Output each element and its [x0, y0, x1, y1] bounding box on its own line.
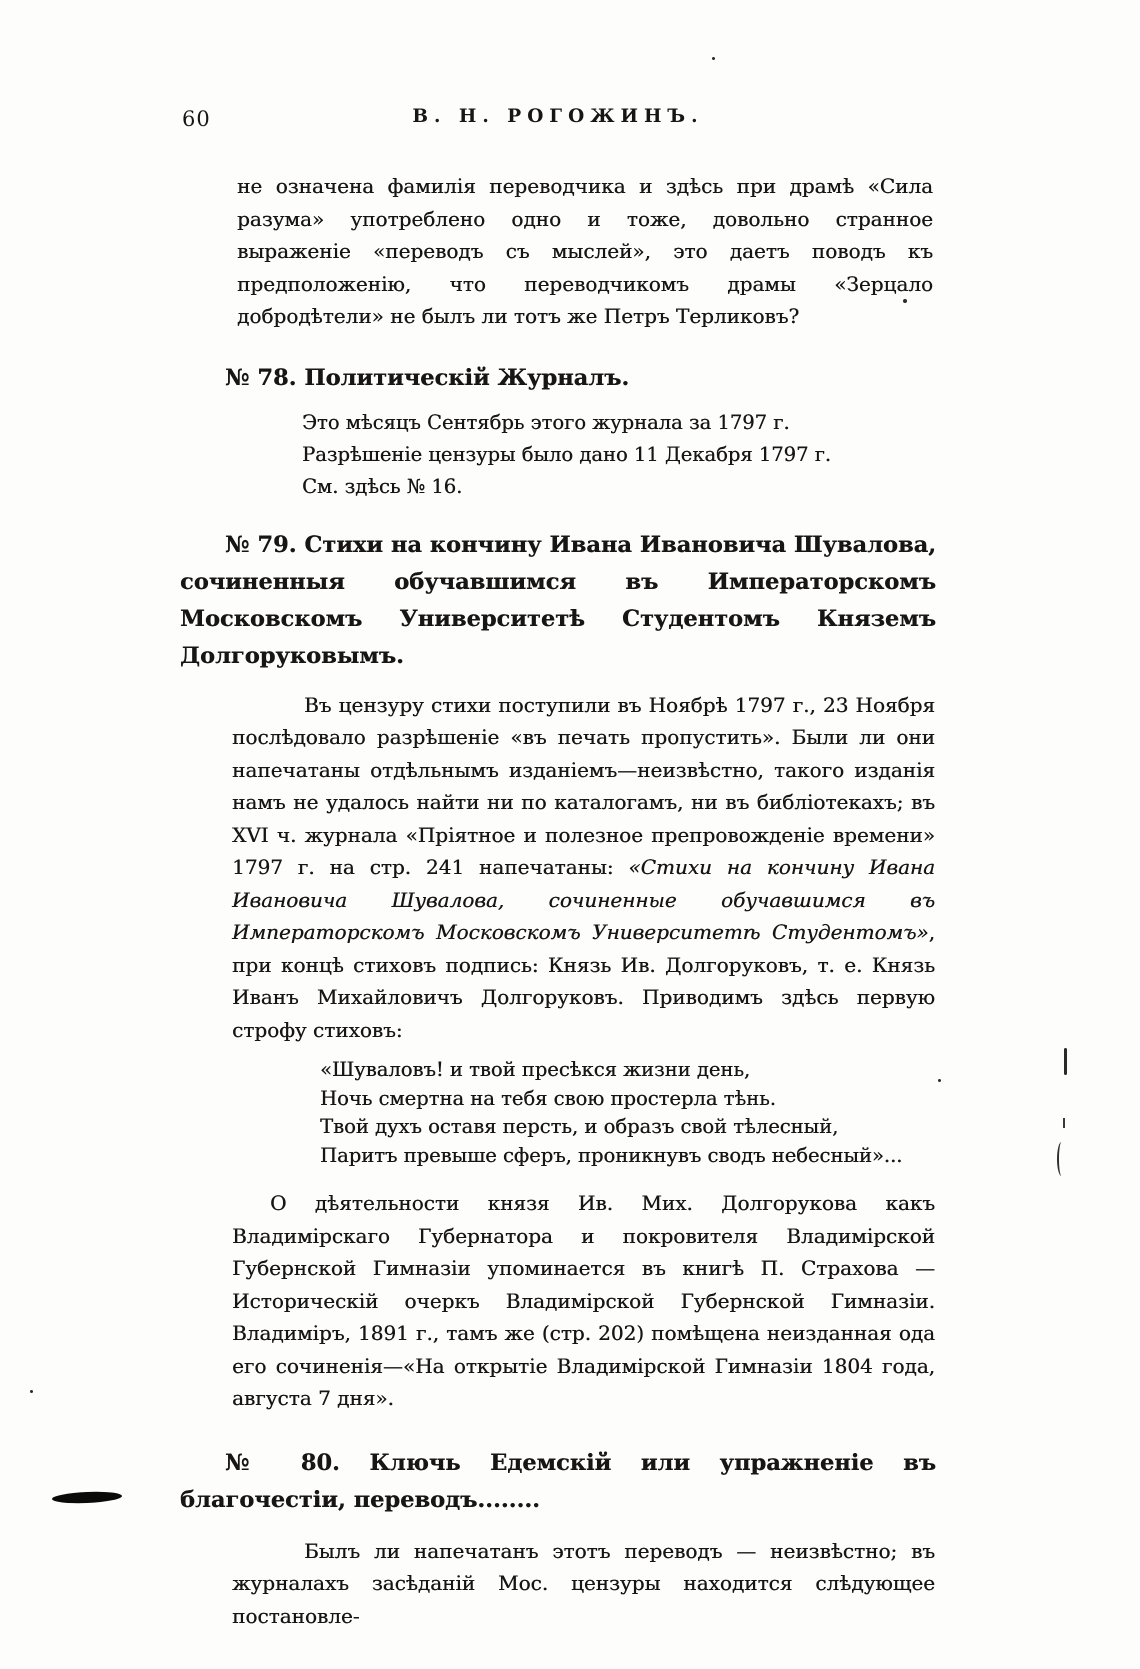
entry-80-paragraph: Былъ ли напечатанъ этотъ переводъ — неизвѣстно; въ журналахъ засѣданій Мос. цензуры находится слѣдующее постановле- — [232, 1538, 935, 1628]
note-line: См. здѣсь № 16. — [302, 474, 463, 498]
entry-79-text-regular: Въ цензуру стихи поступили въ Ноябрѣ 1797 г., 23 Ноября послѣдовало разрѣшеніе «въ печать пропустить». Были ли они напечатаны отдѣльнымъ изданіемъ—неизвѣстно, такого изданія намъ не удалось найти ни по каталогамъ, ни въ библіотекахъ; въ XVI ч. журнала «Пріятное и полезное препровожденіе времени» 1797 г. на стр. 241 напечатаны: — [232, 692, 935, 879]
entry-79-paragraph-2: О дѣятельности князя Ив. Мих. Долгорукова какъ Владимірскаго Губернатора и покровителя Владимірской Губернской Гимназіи упоминается въ книгѣ П. Страхова — Историческій очеркъ Владимірской Губернской Гимназіи. Владиміръ, 1891 г., тамъ же (стр. 202) помѣщена неизданная ода его сочиненія—«На открытіе Владимірской Гимназіи 1804 года, августа 7 дня». — [232, 1191, 935, 1410]
running-header: В. Н. РОГОЖИНЪ. — [412, 106, 704, 127]
entry-79-text-regular-tail: , при концѣ стиховъ подпись: Князь Ив. Долгоруковъ, т. е. Князь Иванъ Михайловичъ Долгоруковъ. Приводимъ здѣсь первую строфу стиховъ: — [232, 920, 935, 1042]
verse-line: Твой духъ оставя персть, и образъ свой тѣлесный, — [320, 1115, 839, 1138]
entry-78-heading: № 78. Политическій Журналъ. — [225, 364, 630, 391]
entry-80-heading: № 80. Ключь Едемскій или упражненіе въ благочестіи, переводъ........ — [180, 1449, 936, 1513]
entry-78-notes — [302, 407, 936, 503]
scan-edge-mark — [1063, 1118, 1065, 1128]
verse-line: Ночь смертна на тебя свою простерла тѣнь. — [320, 1086, 776, 1110]
paragraph-continuation: не означена фамилія переводчика и здѣсь при драмѣ «Сила разума» употреблено одно и тоже, довольно странное выраженіе «переводъ съ мыслей», это даетъ поводъ къ предположенію, что переводчикомъ драмы «Зерцало добродѣтели» не былъ ли тотъ же Петръ Терликовъ? — [237, 174, 933, 328]
verse-line: «Шуваловъ! и твой пресѣкся жизни день, — [320, 1058, 751, 1081]
scan-edge-mark — [1057, 1142, 1066, 1176]
scan-speck — [30, 1390, 33, 1393]
note-line: Разрѣшеніе цензуры было дано 11 Декабря 1797 г. — [302, 442, 831, 466]
entry-79-paragraph-1 — [232, 689, 935, 1047]
text-column — [180, 0, 936, 1632]
entry-79-heading: № 79. Стихи на кончину Ивана Ивановича Шувалова, сочиненныя обучавшимся въ Императорскомъ Московскомъ Университетѣ Студентомъ Княземъ Долгоруковымъ. — [180, 531, 936, 669]
scan-speck — [712, 57, 715, 60]
entry-79-verse — [320, 1056, 936, 1170]
entry-79-text-italic-title: «Стихи на кончину Ивана Ивановича Шувалова, сочиненные обучавшимся въ Императорскомъ Московскомъ Университетѣ Студентомъ» — [232, 855, 935, 944]
verse-line: Паритъ превыше сферъ, проникнувъ сводъ небесный»... — [320, 1143, 903, 1167]
page-header — [180, 106, 936, 134]
scan-speck — [903, 299, 907, 303]
scan-speck — [938, 1079, 941, 1082]
scan-edge-mark — [1064, 1048, 1067, 1075]
page-number: 60 — [182, 107, 211, 131]
note-line: Это мѣсяцъ Сентябрь этого журнала за 1797 г. — [302, 410, 790, 434]
ink-smudge-artifact — [52, 1490, 122, 1504]
